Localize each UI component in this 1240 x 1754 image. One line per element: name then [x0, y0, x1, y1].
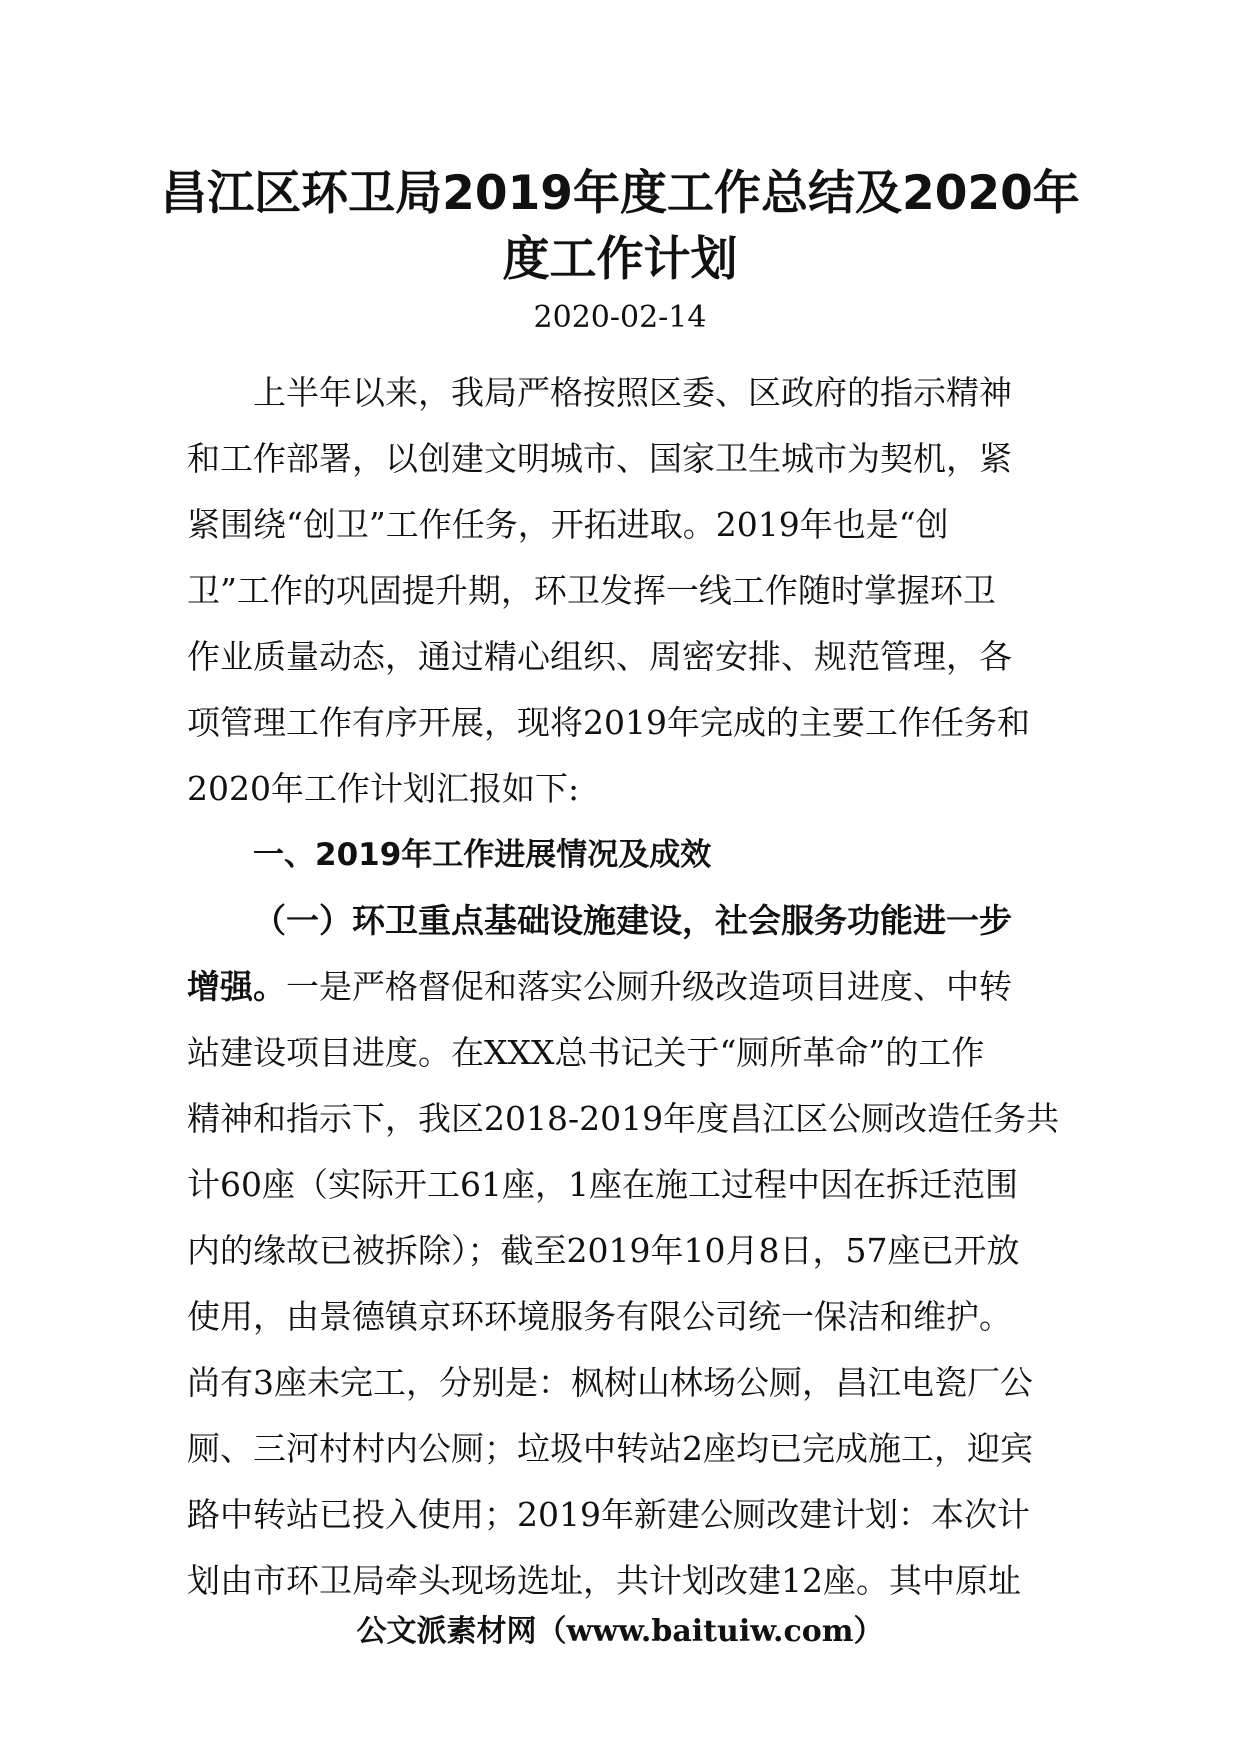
title-line-2: 度工作计划: [502, 232, 738, 287]
subsection-line: [187, 954, 1057, 1020]
page-footer: 公文派素材网（www.baituiw.com）: [356, 1614, 884, 1649]
subsection-line: 使用，由景德镇京环环境服务有限公司统一保洁和维护。: [187, 1297, 1012, 1336]
subsection-line: 划由市环卫局牵头现场选址，共计划改建12座。其中原址: [187, 1561, 1021, 1600]
intro-line: 和工作部署，以创建文明城市、国家卫生城市为契机，紧: [187, 439, 1012, 478]
subsection-line: 计60座（实际开工61座，1座在施工过程中因在拆迁范围: [187, 1165, 1018, 1204]
subsection-heading-end: 增强。: [187, 967, 286, 1006]
subsection-line: 路中转站已投入使用；2019年新建公厕改建计划：本次计: [187, 1495, 1030, 1534]
subsection-heading: （一）环卫重点基础设施建设，社会服务功能进一步: [253, 901, 1012, 940]
intro-line: 2020年工作计划汇报如下:: [187, 769, 580, 808]
subsection-line: 尚有3座未完工，分别是：枫树山林场公厕，昌江电瓷厂公: [187, 1363, 1033, 1402]
intro-line: 紧围绕“创卫”工作任务，开拓进取。2019年也是“创: [187, 505, 949, 544]
document-body: [187, 360, 1060, 1614]
subsection-text: 一是严格督促和落实公厕升级改造项目进度、中转: [286, 967, 1012, 1006]
intro-line: 上半年以来，我局严格按照区委、区政府的指示精神: [253, 373, 1012, 412]
intro-line: 作业质量动态，通过精心组织、周密安排、规范管理，各: [187, 637, 1012, 676]
subsection-line: 精神和指示下，我区2018-2019年度昌江区公厕改造任务共: [187, 1099, 1060, 1138]
section-heading: 一、2019年工作进展情况及成效: [253, 837, 712, 873]
subsection-line: 内的缘故已被拆除）；截至2019年10月8日，57座已开放: [187, 1231, 1020, 1270]
title-line-1: 昌江区环卫局2019年度工作总结及2020年: [160, 166, 1080, 221]
document-date: 2020-02-14: [533, 300, 707, 335]
document-title: [150, 160, 1090, 292]
intro-line: 卫”工作的巩固提升期，环卫发挥一线工作随时掌握环卫: [187, 571, 996, 610]
intro-line: 项管理工作有序开展，现将2019年完成的主要工作任务和: [187, 703, 1030, 742]
subsection-line: 站建设项目进度。在XXX总书记关于“厕所革命”的工作: [187, 1033, 985, 1072]
subsection-line: 厕、三河村村内公厕；垃圾中转站2座均已完成施工，迎宾: [187, 1429, 1033, 1468]
